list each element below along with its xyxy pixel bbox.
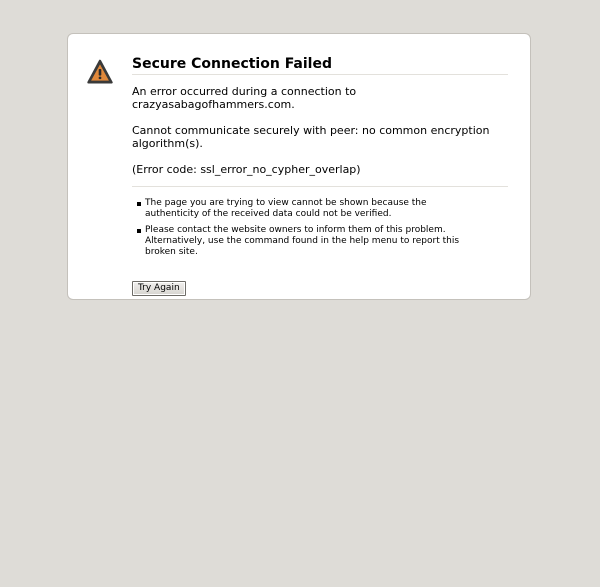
advice-list	[132, 198, 482, 258]
warning-triangle-icon	[87, 59, 113, 85]
error-code: (Error code: ssl_error_no_cypher_overlap)	[132, 163, 361, 176]
error-card	[67, 33, 531, 300]
bullet-icon	[137, 202, 141, 206]
bullet-icon	[137, 229, 141, 233]
advice-text: The page you are trying to view cannot be shown because the authenticity of the received data could not be verified.	[145, 198, 427, 219]
advice-item	[132, 198, 482, 220]
error-detail: Cannot communicate securely with peer: no common encryption algorithm(s).	[132, 124, 490, 150]
advice-text: Please contact the website owners to inform them of this problem. Alternatively, use the command found in the help menu to report this broken site.	[145, 225, 460, 257]
divider	[132, 186, 508, 187]
error-content	[132, 56, 508, 296]
error-title: Secure Connection Failed	[132, 56, 508, 75]
try-again-button[interactable]: Try Again	[132, 281, 186, 296]
advice-item	[132, 225, 482, 258]
error-message: An error occurred during a connection to crazyasabagofhammers.com.	[132, 85, 357, 111]
